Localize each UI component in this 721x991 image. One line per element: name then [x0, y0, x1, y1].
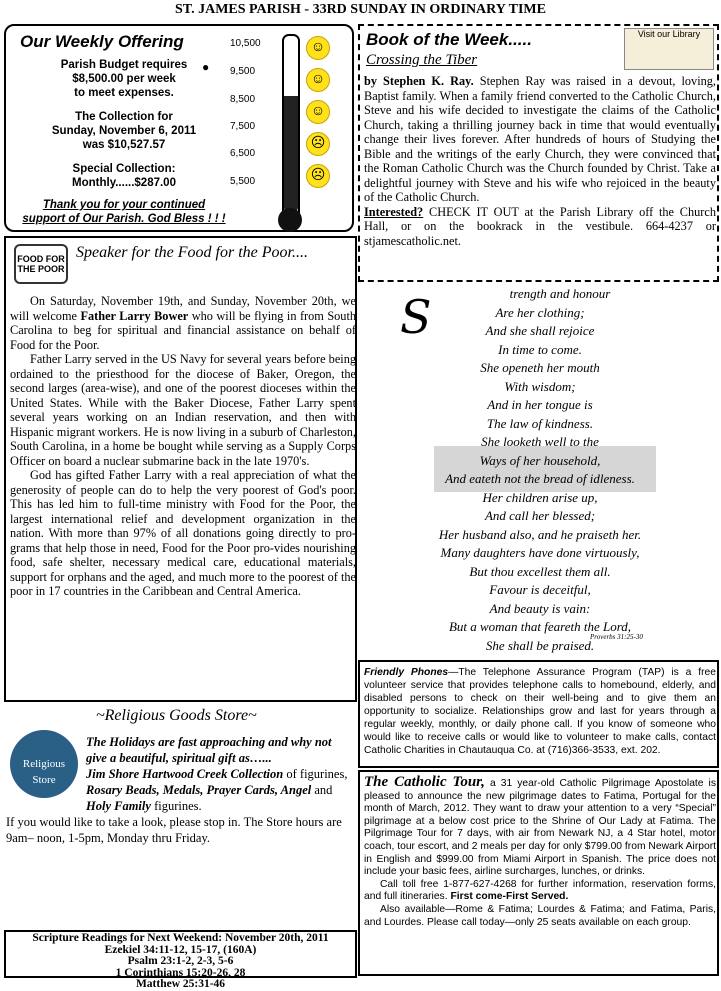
laughing-face-icon: ☺: [306, 36, 330, 60]
religious-store-badge: Religious Store: [10, 730, 78, 798]
food-section-title: Speaker for the Food for the Poor....: [76, 244, 308, 261]
scale-label: 9,500: [230, 66, 256, 77]
book-subtitle: Crossing the Tiber: [366, 52, 478, 68]
thermometer-bulb: [278, 208, 302, 232]
sad-face-icon: ☹: [306, 164, 330, 188]
food-article: On Saturday, November 19th, and Sunday, November 20th, we will welcome Father Larry Bower who will be flying in from South Carolina to beg for spiritual and financial assistance on behalf of Food for the Poor. Father Larry served in the US Navy for several years before being ordained to the priesthood for the diocese of Baker, Oregon, the second larges (area-wise), and one of the poorest dioceses within the United States. While with the Baker Diocese, Father Larry spent several years working on an Indian reservation, and then with Hispanic migrant workers. He is now living in a suburb of Charleston, South Carolina, in a home be bought while serving as a Supply Corps Officer on board a nuclear submarine back in the late 1970's. God has gifted Father Larry with a real appreciation of what the generosity of people can do to help the very poorest of God's poor. This has led him to full-time ministry with Food for the Poor, the largest international relief and development organization in the nation. With more than 97% of all donations going directly to pro-grams that help those in need, Food for the Poor pro-vides nourishing food, safe shelter, necessary medical care, educational materials, support for orphans and the aged, and much more to the poorest of the poor in 17 countries in the Caribbean and Central America.: [10, 294, 357, 598]
pointer-icon: ●: [202, 60, 210, 74]
budget-text: Parish Budget requires $8,500.00 per week to meet expenses.: [60, 59, 188, 99]
catholic-tour-text: The Catholic Tour, a 31 year-old Catholic Pilgrimage Apostolate is pleased to announce the new pilgrimage dates to Fatima, Portugal for the month of March, 2012. They want to draw your attention to a very “Special” pilgrimage at a below cost price to the Shrine of Our Lady at Fatima. The Pilgrimage Tour for 7 days, with air from Newark NJ, a 4 Star hotel, motor coach, tour escort, and 2 meals per day for only $799.00 from Newark Airport in English and $999.00 from Miami Airport in Spanish. The price does not include your basic fees, airline surcharges, lunches, or drinks. Call toll free 1-877-627-4268 for further information, reservation forms, and full itineraries. First come-First Served. Also available—Rome & Fatima; Lourdes & Fatima; and Fatima, Paris, and Lourdes. Please call today—only 25 seats available on each group.: [364, 774, 716, 928]
book-title: Book of the Week.....: [366, 30, 532, 49]
poem-reference: Proverbs 31:25-30: [590, 633, 643, 641]
library-book-icon: Visit our Library: [624, 28, 714, 70]
food-for-the-poor-logo: FOOD FOR THE POOR: [14, 244, 68, 284]
proverbs-poem: trength and honour Are her clothing; And she shall rejoice In time to come. She openeth her mouth With wisdom; And in her tongue is The law of kindness. She looketh well to the Ways of her household, And eateth not the bread of idleness. Her children arise up, And call her blessed; Her husband also, and he praiseth her. Many daughters have done virtuously, But thou excellest them all. Favour is deceitful, And beauty is vain: But a woman that feareth the Lord, She shall be praised.: [438, 286, 642, 653]
catholic-tour-box: [358, 770, 719, 976]
thermometer-fill: [284, 96, 298, 214]
frowning-face-icon: ☹: [306, 132, 330, 156]
scripture-readings-box: Scripture Readings for Next Weekend: November 20th, 2011 Ezekiel 34:11-12, 15-17, (160A) Psalm 23:1-2, 2-3, 5-6 1 Corinthians 15:20-26, 28 Matthew 25:31-46: [4, 930, 357, 978]
food-for-the-poor-box: [4, 236, 357, 702]
poem-drop-cap: S: [400, 290, 432, 344]
page-title: ST. JAMES PARISH - 33RD SUNDAY IN ORDINARY TIME: [175, 2, 546, 17]
grinning-face-icon: ☺: [306, 68, 330, 92]
scale-label: 7,500: [230, 121, 256, 132]
book-description: by Stephen K. Ray. Stephen Ray was raised in a devout, loving, Baptist family. When a family friend converted to the Catholic Church, Steve and his wife decided to investigate the claims of the Catholic Church, taking a thrilling journey back in time that would eventually change their lives forever. After hundreds of hours of Studying the Bible and the writings of the early Church, they were convinced that the Roman Catholic Church was the Church founded by Christ. Take a delightful journey with Steve and his wife who rejoiced in the beauty of the Catholic Church. Interested? CHECK IT OUT at the Parish Library off the Church Hall, or on the bookrack in the vestibule. 664-4237 or stjamescatholic.net.: [364, 74, 716, 248]
thanks-text: Thank you for your continued support of Our Parish. God Bless ! ! !: [22, 199, 226, 225]
special-collection-text: Special Collection: Monthly......$287.00: [72, 163, 176, 189]
scale-label: 10,500: [230, 38, 261, 49]
friendly-phones-text: Friendly Phones—The Telephone Assurance Program (TAP) is a free volunteer service that provides telephone calls to homebound, elderly, and disabled persons to check on their well-being and to give them an opportunity to socialize. Relationships grow and last for years through a regular weekly, monthly, or daily phone call. If you know of someone who would like to receive calls or would like to volunteer to make calls, contact Catholic Charities in Chautauqua Co. at (716)366-3533, ext. 202.: [364, 667, 716, 756]
smiling-face-icon: ☺: [306, 100, 330, 124]
weekly-offering-box: [4, 24, 354, 232]
offering-title: Our Weekly Offering: [20, 32, 184, 51]
collection-text: The Collection for Sunday, November 6, 2011 was $10,527.57: [51, 111, 197, 151]
scale-label: 5,500: [230, 176, 256, 187]
religious-store-title: ~Religious Goods Store~: [96, 707, 257, 724]
friendly-phones-box: [358, 660, 719, 768]
scale-label: 8,500: [230, 94, 256, 105]
religious-store-text: The Holidays are fast approaching and why not give a beautiful, spiritual gift as…... Jim Shore Hartwood Creek Collection of figurines, Rosary Beads, Medals, Prayer Cards, Angel and Holy Family figurines. If you would like to take a look, please stop in. The Store hours are 9am– noon, 1-5pm, Monday thru Friday.: [6, 735, 348, 845]
book-of-the-week-box: [358, 24, 719, 282]
scale-label: 6,500: [230, 148, 256, 159]
